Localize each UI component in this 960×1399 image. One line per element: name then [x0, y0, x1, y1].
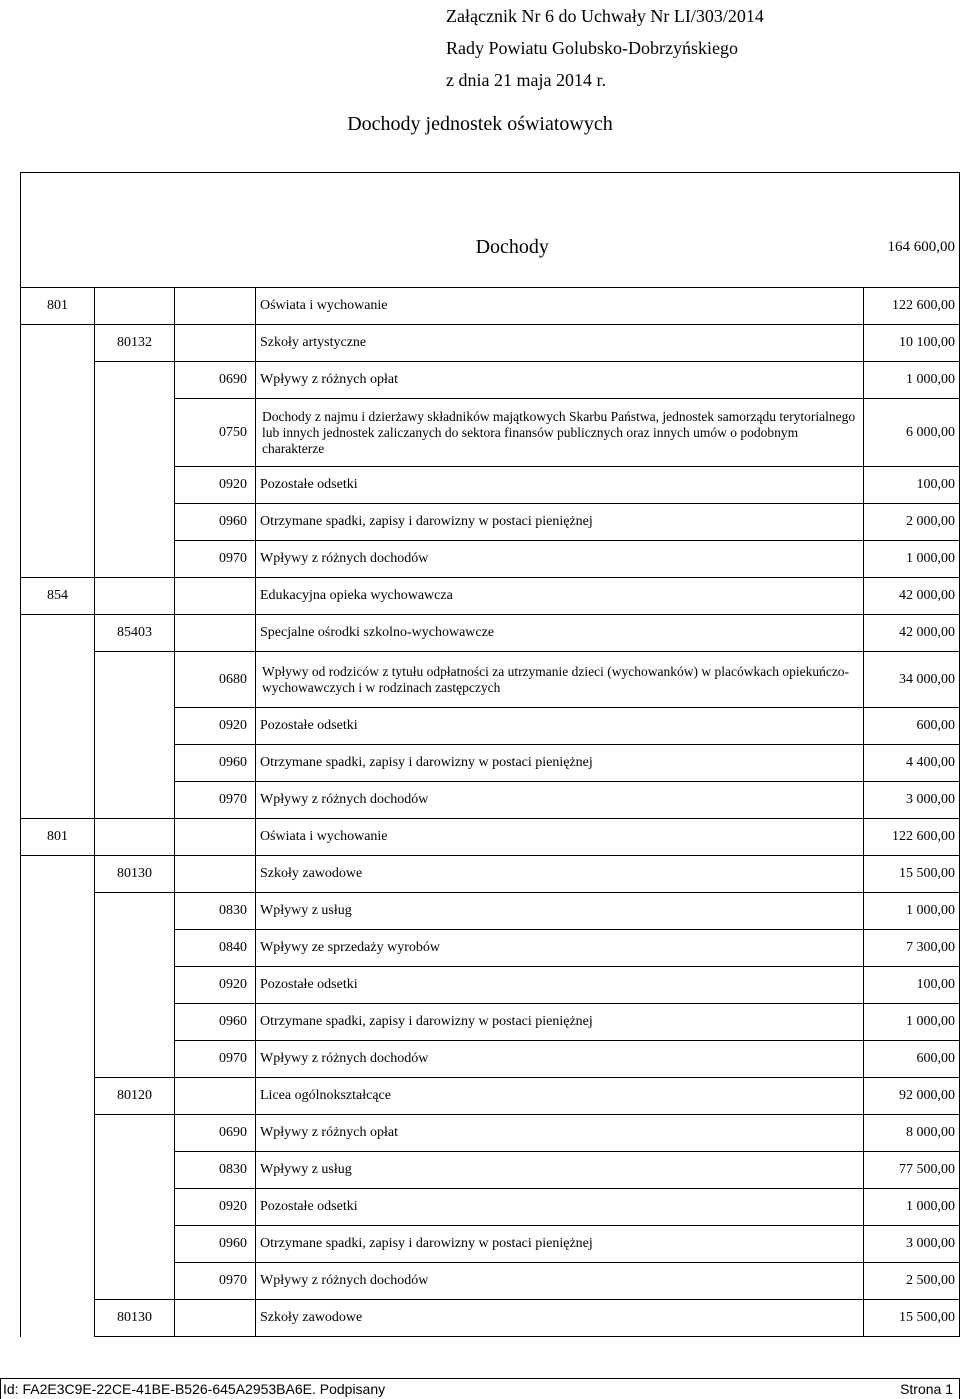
row-indent — [95, 399, 175, 467]
row-indent — [95, 708, 175, 745]
row-indent — [95, 1115, 175, 1152]
row-amount: 3 000,00 — [864, 782, 960, 819]
row-indent — [21, 1078, 95, 1115]
row-indent — [21, 1263, 95, 1300]
row-indent — [95, 1041, 175, 1078]
table-row — [21, 1300, 960, 1337]
row-code: 0690 — [175, 1115, 256, 1152]
table-row — [21, 930, 960, 967]
table-row — [21, 745, 960, 782]
table-row — [21, 504, 960, 541]
row-blank — [175, 819, 256, 856]
row-name: Oświata i wychowanie — [256, 288, 864, 325]
row-blank — [95, 288, 175, 325]
row-blank — [175, 615, 256, 652]
table-header-row — [21, 173, 960, 288]
row-indent — [95, 467, 175, 504]
row-code: 0920 — [175, 708, 256, 745]
table-row — [21, 819, 960, 856]
row-code: 0690 — [175, 362, 256, 399]
row-name: Dochody z najmu i dzierżawy składników majątkowych Skarbu Państwa, jednostek samorządu terytorialnego lub innych jednostek zaliczanych do sektora finansów publicznych oraz innych umów o podobnym charakterze — [256, 399, 864, 467]
row-name: Wpływy ze sprzedaży wyrobów — [256, 930, 864, 967]
table-row — [21, 1263, 960, 1300]
row-name: Wpływy od rodziców z tytułu odpłatności za utrzymanie dzieci (wychowanków) w placówkach opiekuńczo-wychowawczych i w rodzinach zastępczych — [256, 652, 864, 708]
row-name: Wpływy z różnych opłat — [256, 1115, 864, 1152]
row-blank — [175, 1078, 256, 1115]
table-row — [21, 1078, 960, 1115]
table-row — [21, 1152, 960, 1189]
row-code: 801 — [21, 288, 95, 325]
table-row — [21, 856, 960, 893]
row-amount: 77 500,00 — [864, 1152, 960, 1189]
table-row — [21, 541, 960, 578]
table-row — [21, 893, 960, 930]
row-name: Pozostałe odsetki — [256, 967, 864, 1004]
row-name: Wpływy z usług — [256, 1152, 864, 1189]
row-name: Pozostałe odsetki — [256, 1189, 864, 1226]
row-amount: 1 000,00 — [864, 362, 960, 399]
row-indent — [95, 1152, 175, 1189]
row-code: 0920 — [175, 967, 256, 1004]
row-code: 0920 — [175, 467, 256, 504]
row-indent — [21, 1300, 95, 1337]
row-name: Szkoły zawodowe — [256, 856, 864, 893]
row-indent — [21, 782, 95, 819]
table-row — [21, 1041, 960, 1078]
row-name: Wpływy z różnych dochodów — [256, 1041, 864, 1078]
row-name: Szkoły artystyczne — [256, 325, 864, 362]
row-name: Licea ogólnokształcące — [256, 1078, 864, 1115]
row-code: 0970 — [175, 541, 256, 578]
row-amount: 42 000,00 — [864, 578, 960, 615]
row-amount: 600,00 — [864, 1041, 960, 1078]
row-indent — [21, 893, 95, 930]
row-amount: 4 400,00 — [864, 745, 960, 782]
row-amount: 10 100,00 — [864, 325, 960, 362]
row-indent — [21, 1226, 95, 1263]
row-indent — [21, 504, 95, 541]
row-amount: 92 000,00 — [864, 1078, 960, 1115]
row-blank — [175, 1300, 256, 1337]
row-code: 0970 — [175, 1263, 256, 1300]
table-row — [21, 708, 960, 745]
row-name: Otrzymane spadki, zapisy i darowizny w postaci pieniężnej — [256, 745, 864, 782]
table-row — [21, 288, 960, 325]
row-code: 0920 — [175, 1189, 256, 1226]
row-name: Wpływy z różnych dochodów — [256, 1263, 864, 1300]
row-amount: 2 000,00 — [864, 504, 960, 541]
row-name: Wpływy z różnych opłat — [256, 362, 864, 399]
row-indent — [95, 652, 175, 708]
row-name: Wpływy z różnych dochodów — [256, 782, 864, 819]
row-indent — [95, 504, 175, 541]
row-code: 0960 — [175, 745, 256, 782]
row-code: 0960 — [175, 1226, 256, 1263]
table-header-total: 164 600,00 — [864, 173, 960, 288]
row-indent — [21, 399, 95, 467]
row-name: Szkoły zawodowe — [256, 1300, 864, 1337]
row-code: 85403 — [95, 615, 175, 652]
row-indent — [21, 1041, 95, 1078]
table-row — [21, 467, 960, 504]
row-name: Edukacyjna opieka wychowawcza — [256, 578, 864, 615]
row-amount: 1 000,00 — [864, 1189, 960, 1226]
row-indent — [95, 1189, 175, 1226]
row-indent — [95, 1226, 175, 1263]
row-indent — [95, 930, 175, 967]
row-indent — [21, 325, 95, 362]
row-indent — [21, 541, 95, 578]
table-row — [21, 1226, 960, 1263]
row-amount: 1 000,00 — [864, 541, 960, 578]
row-name: Otrzymane spadki, zapisy i darowizny w postaci pieniężnej — [256, 1226, 864, 1263]
row-indent — [21, 1115, 95, 1152]
row-indent — [95, 782, 175, 819]
row-amount: 42 000,00 — [864, 615, 960, 652]
row-code: 0680 — [175, 652, 256, 708]
row-blank — [175, 856, 256, 893]
row-code: 801 — [21, 819, 95, 856]
row-amount: 8 000,00 — [864, 1115, 960, 1152]
row-amount: 100,00 — [864, 467, 960, 504]
row-code: 0960 — [175, 504, 256, 541]
row-amount: 122 600,00 — [864, 819, 960, 856]
row-name: Wpływy z różnych dochodów — [256, 541, 864, 578]
row-indent — [21, 745, 95, 782]
table-row — [21, 967, 960, 1004]
row-name: Otrzymane spadki, zapisy i darowizny w postaci pieniężnej — [256, 1004, 864, 1041]
row-code: 80120 — [95, 1078, 175, 1115]
row-code: 854 — [21, 578, 95, 615]
row-name: Otrzymane spadki, zapisy i darowizny w postaci pieniężnej — [256, 504, 864, 541]
row-indent — [21, 967, 95, 1004]
row-indent — [95, 967, 175, 1004]
row-indent — [95, 1263, 175, 1300]
row-indent — [21, 652, 95, 708]
row-amount: 600,00 — [864, 708, 960, 745]
table-row — [21, 1004, 960, 1041]
row-indent — [21, 467, 95, 504]
table-row — [21, 615, 960, 652]
header-line-1: Załącznik Nr 6 do Uchwały Nr LI/303/2014 — [446, 6, 764, 26]
row-indent — [21, 856, 95, 893]
row-code: 0750 — [175, 399, 256, 467]
row-indent — [21, 708, 95, 745]
table-row — [21, 399, 960, 467]
header-line-2: Rady Powiatu Golubsko-Dobrzyńskiego — [446, 38, 738, 58]
row-code: 0830 — [175, 1152, 256, 1189]
row-name: Pozostałe odsetki — [256, 708, 864, 745]
row-code: 0970 — [175, 782, 256, 819]
row-code: 80130 — [95, 856, 175, 893]
row-code: 0840 — [175, 930, 256, 967]
table-row — [21, 782, 960, 819]
row-blank — [175, 288, 256, 325]
page-title: Dochody jednostek oświatowych — [347, 113, 613, 135]
row-code: 0830 — [175, 893, 256, 930]
table-row — [21, 325, 960, 362]
header-line-3: z dnia 21 maja 2014 r. — [446, 70, 606, 90]
row-code: 0960 — [175, 1004, 256, 1041]
row-blank — [95, 819, 175, 856]
row-amount: 100,00 — [864, 967, 960, 1004]
table-row — [21, 652, 960, 708]
row-name: Pozostałe odsetki — [256, 467, 864, 504]
row-indent — [95, 1004, 175, 1041]
row-code: 80132 — [95, 325, 175, 362]
row-name: Specjalne ośrodki szkolno-wychowawcze — [256, 615, 864, 652]
table-row — [21, 1189, 960, 1226]
row-indent — [95, 893, 175, 930]
row-indent — [21, 1152, 95, 1189]
row-amount: 3 000,00 — [864, 1226, 960, 1263]
row-name: Oświata i wychowanie — [256, 819, 864, 856]
row-blank — [95, 578, 175, 615]
row-code: 0970 — [175, 1041, 256, 1078]
table-row — [21, 578, 960, 615]
table-header-label: Dochody — [475, 235, 549, 258]
revenue-table — [20, 172, 960, 1337]
row-code: 80130 — [95, 1300, 175, 1337]
row-amount: 34 000,00 — [864, 652, 960, 708]
page-footer — [0, 1378, 960, 1399]
row-indent — [21, 615, 95, 652]
row-indent — [95, 362, 175, 399]
table-row — [21, 362, 960, 399]
table-row — [21, 1115, 960, 1152]
revenue-table-container — [20, 172, 959, 1337]
row-indent — [95, 745, 175, 782]
row-amount: 6 000,00 — [864, 399, 960, 467]
row-indent — [21, 1189, 95, 1226]
row-amount: 15 500,00 — [864, 856, 960, 893]
row-amount: 1 000,00 — [864, 1004, 960, 1041]
row-amount: 1 000,00 — [864, 893, 960, 930]
row-indent — [21, 930, 95, 967]
document-header — [446, 0, 846, 96]
footer-document-id: Id: FA2E3C9E-22CE-41BE-B526-645A2953BA6E. Podpisany — [3, 1381, 386, 1397]
row-indent — [21, 1004, 95, 1041]
row-amount: 7 300,00 — [864, 930, 960, 967]
row-blank — [175, 578, 256, 615]
row-indent — [95, 541, 175, 578]
row-amount: 15 500,00 — [864, 1300, 960, 1337]
row-blank — [175, 325, 256, 362]
row-amount: 2 500,00 — [864, 1263, 960, 1300]
footer-page-number: Strona 1 — [900, 1381, 953, 1397]
row-name: Wpływy z usług — [256, 893, 864, 930]
row-indent — [21, 362, 95, 399]
row-amount: 122 600,00 — [864, 288, 960, 325]
table-header-label-cell — [21, 173, 864, 288]
